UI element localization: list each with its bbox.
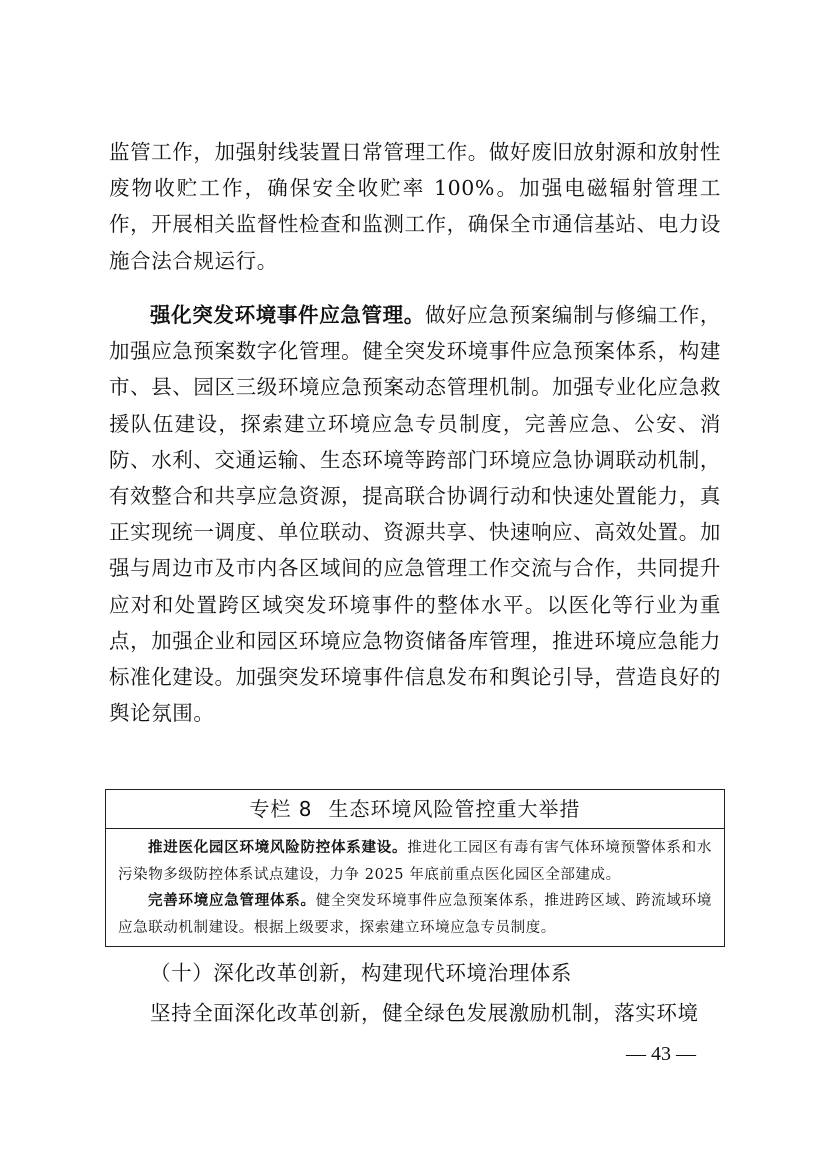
column-box-item-body: 健全突发环境事件应急预案体系，推进跨区域、跨流域环境应急联动机制建设。根据上级要求，探索建立环境应急专员制度。 bbox=[118, 893, 712, 936]
paragraph-emergency-management bbox=[109, 297, 721, 731]
column-box-item bbox=[118, 888, 712, 941]
column-box-item bbox=[118, 835, 712, 888]
paragraph-reform-start: 坚持全面深化改革创新，健全绿色发展激励机制，落实环境 bbox=[150, 1001, 699, 1025]
page-number: — 43 — bbox=[626, 1043, 696, 1065]
paragraph-radiation-continued: 监管工作，加强射线装置日常管理工作。做好废旧放射源和放射性废物收贮工作，确保安全收贮率 100%。加强电磁辐射管理工作，开展相关监督性检查和监测工作，确保全市通信基站、电力设施合法合规运行。 bbox=[109, 140, 721, 273]
paragraph-body-emergency: 做好应急预案编制与修编工作，加强应急预案数字化管理。健全突发环境事件应急预案体系，构建市、县、园区三级环境应急预案动态管理机制。加强专业化应急救援队伍建设，探索建立环境应急专员制度，完善应急、公安、消防、水利、交通运输、生态环境等跨部门环境应急协调联动机制，有效整合和共享应急资源，提高联合协调行动和快速处置能力，真正实现统一调度、单位联动、资源共享、快速响应、高效处置。加强与周边市及市内各区域间的应急管理工作交流与合作，共同提升应对和处置跨区域突发环境事件的整体水平。以医化等行业为重点，加强企业和园区环境应急物资储备库管理，推进环境应急能力标准化建设。加强突发环境事件信息发布和舆论引导，营造良好的舆论氛围。 bbox=[109, 303, 721, 726]
column-box-label: 专栏 8 bbox=[249, 797, 313, 821]
column-box-heading: 生态环境风险管控重大举措 bbox=[328, 797, 581, 821]
column-box-body bbox=[106, 829, 724, 941]
column-box-8 bbox=[105, 789, 725, 947]
column-box-item-lead: 完善环境应急管理体系。 bbox=[148, 893, 316, 909]
column-box-item-body: 推进化工园区有毒有害气体环境预警体系和水污染物多级防控体系试点建设，力争 2025 年底前重点医化园区全部建成。 bbox=[118, 840, 712, 883]
section-heading: （十）深化改革创新，构建现代环境治理体系 bbox=[150, 961, 572, 985]
paragraph-lead-emergency: 强化突发环境事件应急管理。 bbox=[150, 303, 425, 327]
column-box-title bbox=[106, 790, 724, 829]
column-box-item-lead: 推进医化园区环境风险防控体系建设。 bbox=[148, 840, 408, 856]
